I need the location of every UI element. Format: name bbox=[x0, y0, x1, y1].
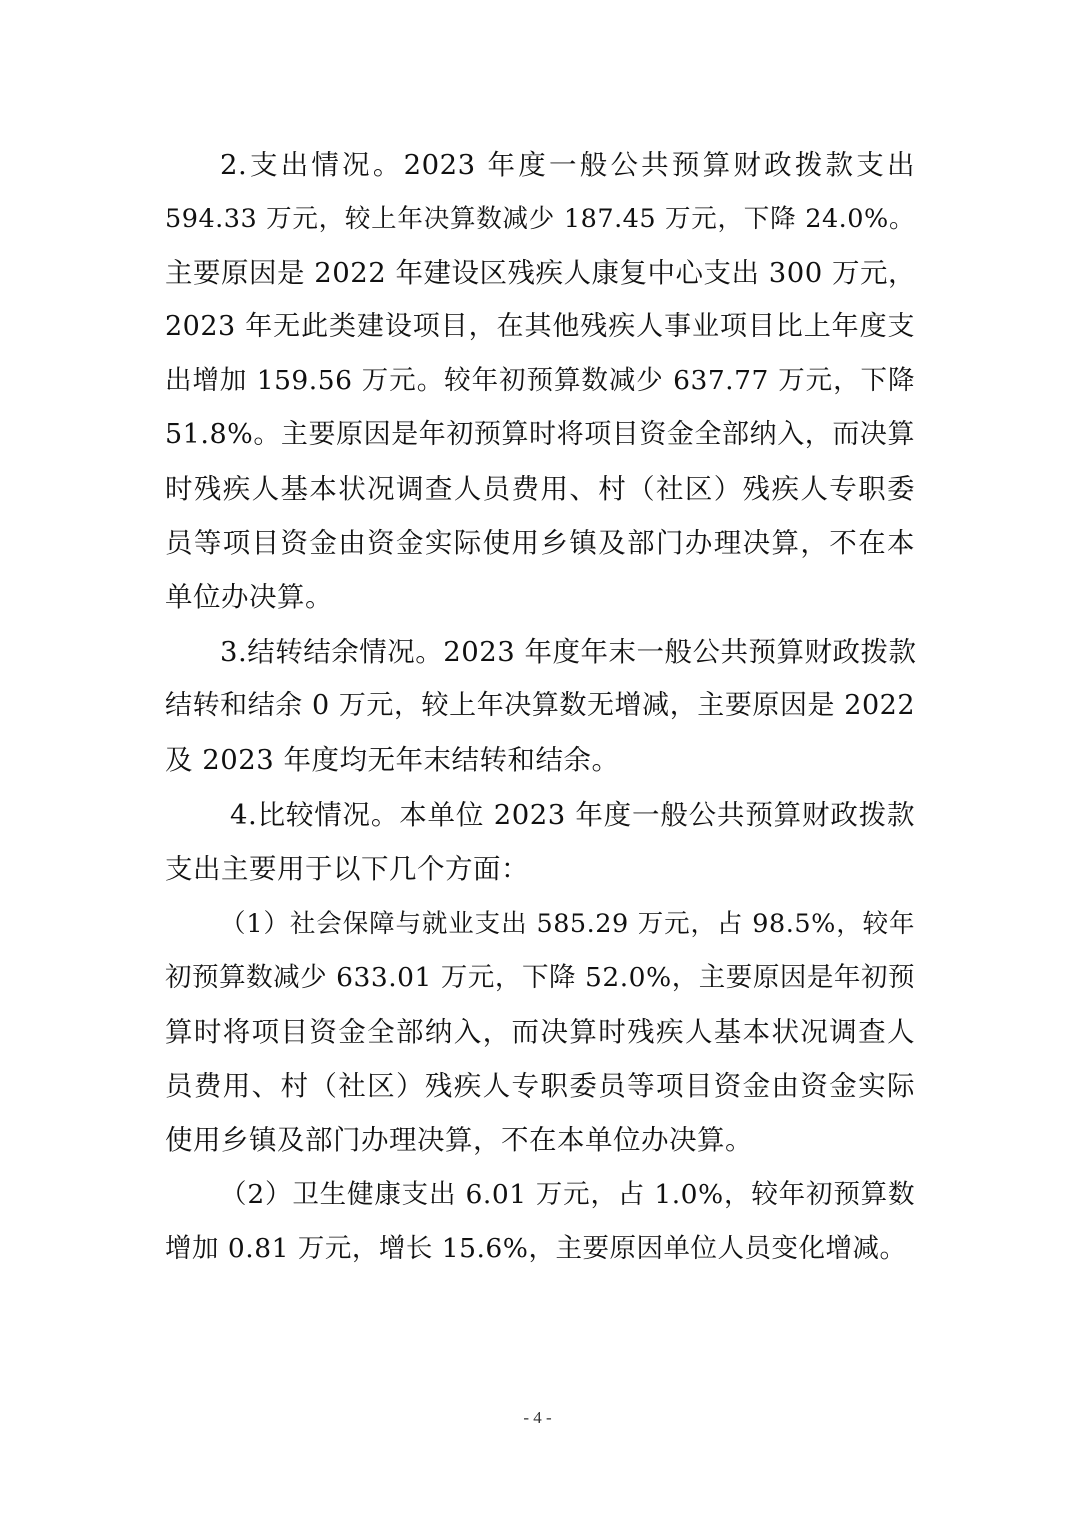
paragraph-expenditure-line-8: 员等项目资金由资金实际使用乡镇及部门办理决算，不在本 bbox=[165, 527, 915, 559]
paragraph-expenditure-line-5: 出增加 159.56 万元。较年初预算数减少 637.77 万元，下降 bbox=[165, 365, 915, 396]
paragraph-expenditure-line-6: 51.8%。主要原因是年初预算时将项目资金全部纳入，而决算 bbox=[165, 419, 915, 450]
item-social-security-line-4: 员费用、村（社区）残疾人专职委员等项目资金由资金实际 bbox=[165, 1070, 915, 1102]
paragraph-expenditure-line-9: 单位办决算。 bbox=[165, 581, 333, 613]
paragraph-expenditure-line-2: 594.33 万元，较上年决算数减少 187.45 万元，下降 24.0%。 bbox=[165, 204, 915, 234]
item-social-security-line-3: 算时将项目资金全部纳入，而决算时残疾人基本状况调查人 bbox=[165, 1016, 915, 1048]
paragraph-expenditure-line-7: 时残疾人基本状况调查人员费用、村（社区）残疾人专职委 bbox=[165, 473, 915, 505]
page-number: - 4 - bbox=[523, 1408, 552, 1427]
paragraph-carryover-line-2: 结转和结余 0 万元，较上年决算数无增减，主要原因是 2022 bbox=[165, 690, 915, 721]
item-social-security-line-1: （1）社会保障与就业支出 585.29 万元，占 98.5%，较年 bbox=[220, 909, 915, 939]
item-social-security-line-2: 初预算数减少 633.01 万元，下降 52.0%，主要原因是年初预 bbox=[165, 962, 915, 993]
paragraph-carryover-line-3: 及 2023 年度均无年末结转和结余。 bbox=[165, 744, 620, 776]
item-health-line-1: （2）卫生健康支出 6.01 万元，占 1.0%，较年初预算数 bbox=[220, 1179, 915, 1210]
paragraph-carryover-line-1: 3.结转结余情况。2023 年度年末一般公共预算财政拨款 bbox=[220, 636, 917, 668]
paragraph-expenditure-line-3: 主要原因是 2022 年建设区残疾人康复中心支出 300 万元， bbox=[165, 257, 916, 289]
paragraph-expenditure-line-1: 2.支出情况。2023 年度一般公共预算财政拨款支出 bbox=[220, 149, 915, 181]
item-health-line-2: 增加 0.81 万元，增长 15.6%，主要原因单位人员变化增减。 bbox=[165, 1233, 907, 1264]
paragraph-comparison-line-1: 4.比较情况。本单位 2023 年度一般公共预算财政拨款 bbox=[230, 799, 915, 831]
paragraph-comparison-line-2: 支出主要用于以下几个方面： bbox=[165, 853, 529, 885]
paragraph-expenditure-line-4: 2023 年无此类建设项目，在其他残疾人事业项目比上年度支 bbox=[165, 311, 915, 342]
item-social-security-line-5: 使用乡镇及部门办理决算，不在本单位办决算。 bbox=[165, 1124, 753, 1156]
